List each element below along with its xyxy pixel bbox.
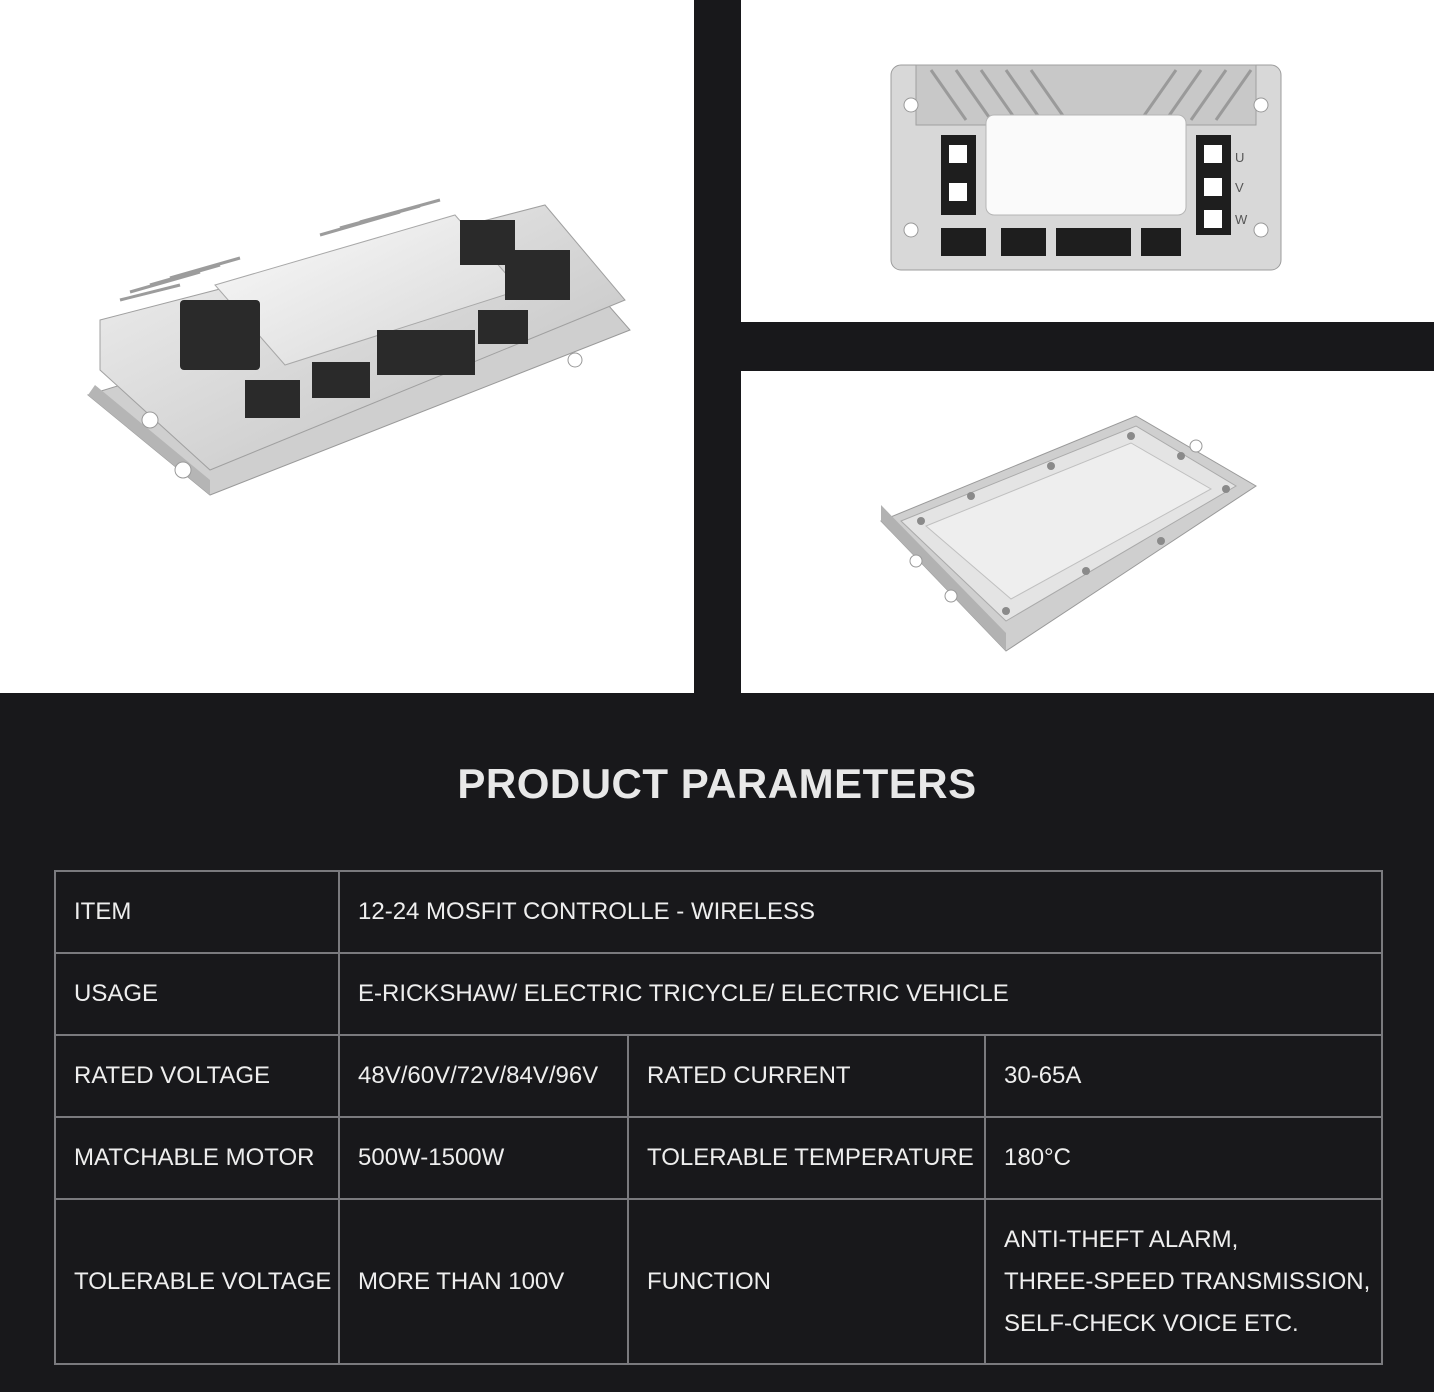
terminal-label-v: V <box>1235 180 1244 195</box>
function-line: ANTI-THEFT ALARM, <box>1004 1225 1239 1253</box>
terminal-label-u: U <box>1235 150 1245 165</box>
param-value-function <box>985 1199 1382 1364</box>
param-label-rated-voltage: RATED VOLTAGE <box>55 1035 339 1117</box>
param-label-rated-current: RATED CURRENT <box>628 1035 985 1117</box>
product-image-top <box>741 0 1434 322</box>
parameters-table <box>54 870 1383 1365</box>
param-value-tolerable-voltage: MORE THAN 100V <box>339 1199 628 1364</box>
param-label-matchable-motor: MATCHABLE MOTOR <box>55 1117 339 1199</box>
param-label-item: ITEM <box>55 871 339 953</box>
product-image-bottom <box>741 371 1434 693</box>
controller-bottom-illustration <box>741 371 1434 693</box>
product-image-angled <box>0 0 694 693</box>
table-row <box>55 1035 1382 1117</box>
param-value-tolerable-temperature: 180°C <box>985 1117 1382 1199</box>
section-title: PRODUCT PARAMETERS <box>457 760 977 807</box>
function-line: SELF-CHECK VOICE ETC. <box>1004 1309 1299 1337</box>
function-line: THREE-SPEED TRANSMISSION, <box>1004 1267 1371 1295</box>
param-value-rated-voltage: 48V/60V/72V/84V/96V <box>339 1035 628 1117</box>
param-value-item: 12-24 MOSFIT CONTROLLE - WIRELESS <box>339 871 1382 953</box>
param-value-rated-current: 30-65A <box>985 1035 1382 1117</box>
param-label-usage: USAGE <box>55 953 339 1035</box>
param-label-function: FUNCTION <box>628 1199 985 1364</box>
param-value-usage: E-RICKSHAW/ ELECTRIC TRICYCLE/ ELECTRIC VEHICLE <box>339 953 1382 1035</box>
param-label-tolerable-voltage: TOLERABLE VOLTAGE <box>55 1199 339 1364</box>
terminal-label-w: W <box>1235 212 1248 227</box>
param-value-matchable-motor: 500W-1500W <box>339 1117 628 1199</box>
table-row <box>55 1117 1382 1199</box>
param-label-tolerable-temperature: TOLERABLE TEMPERATURE <box>628 1117 985 1199</box>
table-row <box>55 953 1382 1035</box>
table-row <box>55 871 1382 953</box>
table-row <box>55 1199 1382 1364</box>
controller-angled-illustration <box>0 0 694 693</box>
controller-top-illustration <box>741 0 1434 322</box>
